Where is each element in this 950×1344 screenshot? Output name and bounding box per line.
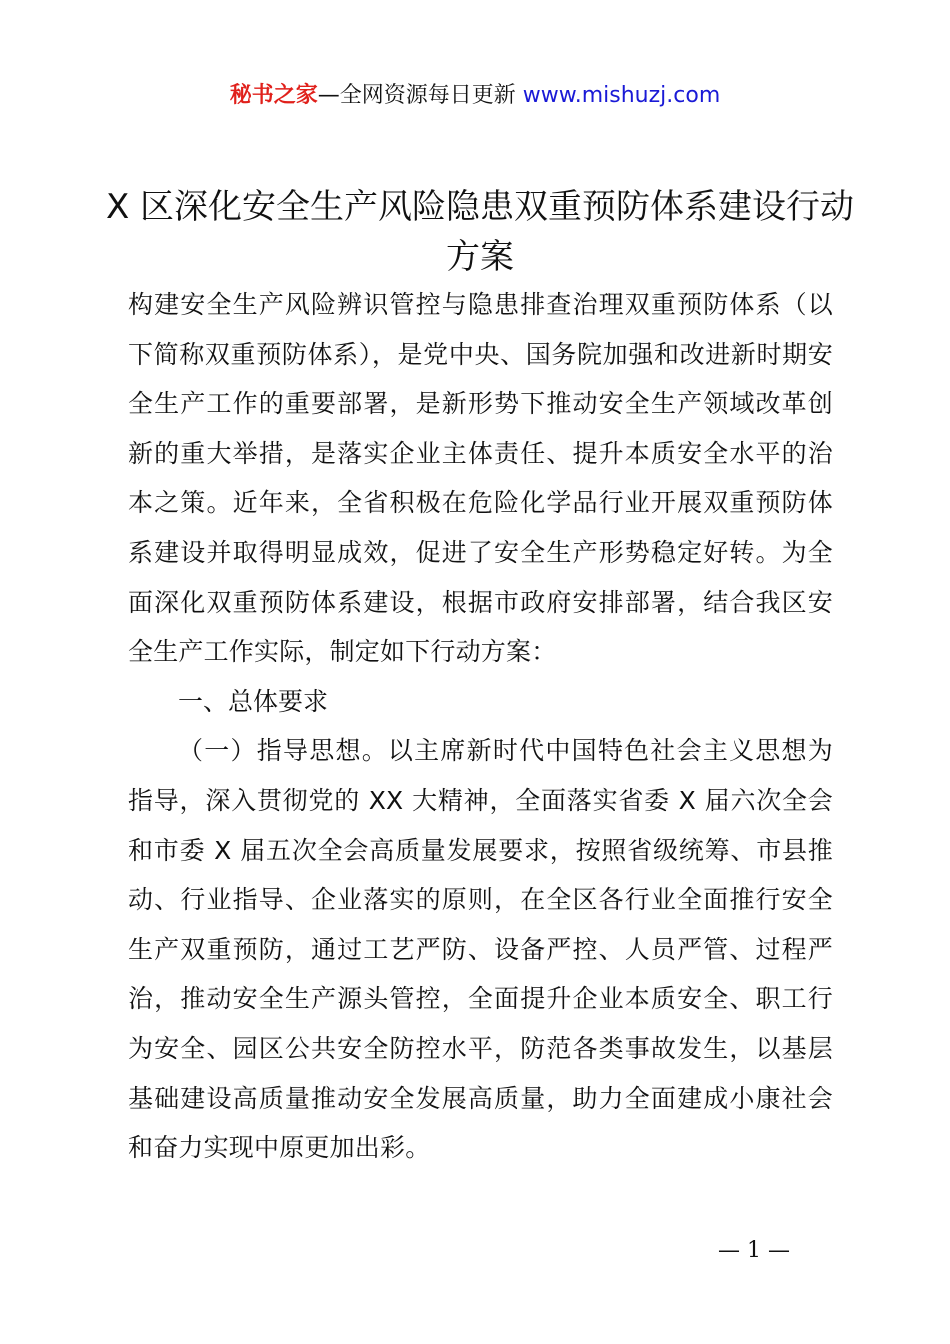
guiding-ideology-paragraph: （一）指导思想。以主席新时代中国特色社会主义思想为指导，深入贯彻党的 XX 大精神，全面落实省委 X 届六次全会和市委 X 届五次全会高质量发展要求，按照省级统筹、市县推动、行业指导、企业落实的原则，在全区各行业全面推行安全生产双重预防，通过工艺严防、设备严控、人员严管、过程严治，推动安全生产源头管控，全面提升企业本质安全、职工行为安全、园区公共安全防控水平，防范各类事故发生，以基层基础建设高质量推动安全发展高质量，助力全面建成小康社会和奋力实现中原更加出彩。 — [128, 736, 833, 1163]
intro-paragraph: 构建安全生产风险辨识管控与隐患排查治理双重预防体系（以下简称双重预防体系），是党中央、国务院加强和改进新时期安全生产工作的重要部署，是新形势下推动安全生产领域改革创新的重大举措，是落实企业主体责任、提升本质安全水平的治本之策。近年来，全省积极在危险化学品行业开展双重预防体系建设并取得明显成效，促进了安全生产形势稳定好转。为全面深化双重预防体系建设，根据市政府安排部署，结合我区安全生产工作实际，制定如下行动方案： — [128, 290, 833, 667]
document-title: X 区深化安全生产风险隐患双重预防体系建设行动方案 — [105, 187, 855, 277]
site-slogan: —全网资源每日更新 — [317, 83, 523, 108]
site-brand: 秘书之家 — [229, 83, 318, 108]
document-body — [128, 280, 833, 1173]
page-number: — 1 — — [718, 1238, 790, 1263]
site-url[interactable]: www.mishuzj.com — [522, 83, 721, 108]
site-banner — [0, 82, 950, 110]
section-heading: 一、总体要求 — [178, 686, 329, 716]
